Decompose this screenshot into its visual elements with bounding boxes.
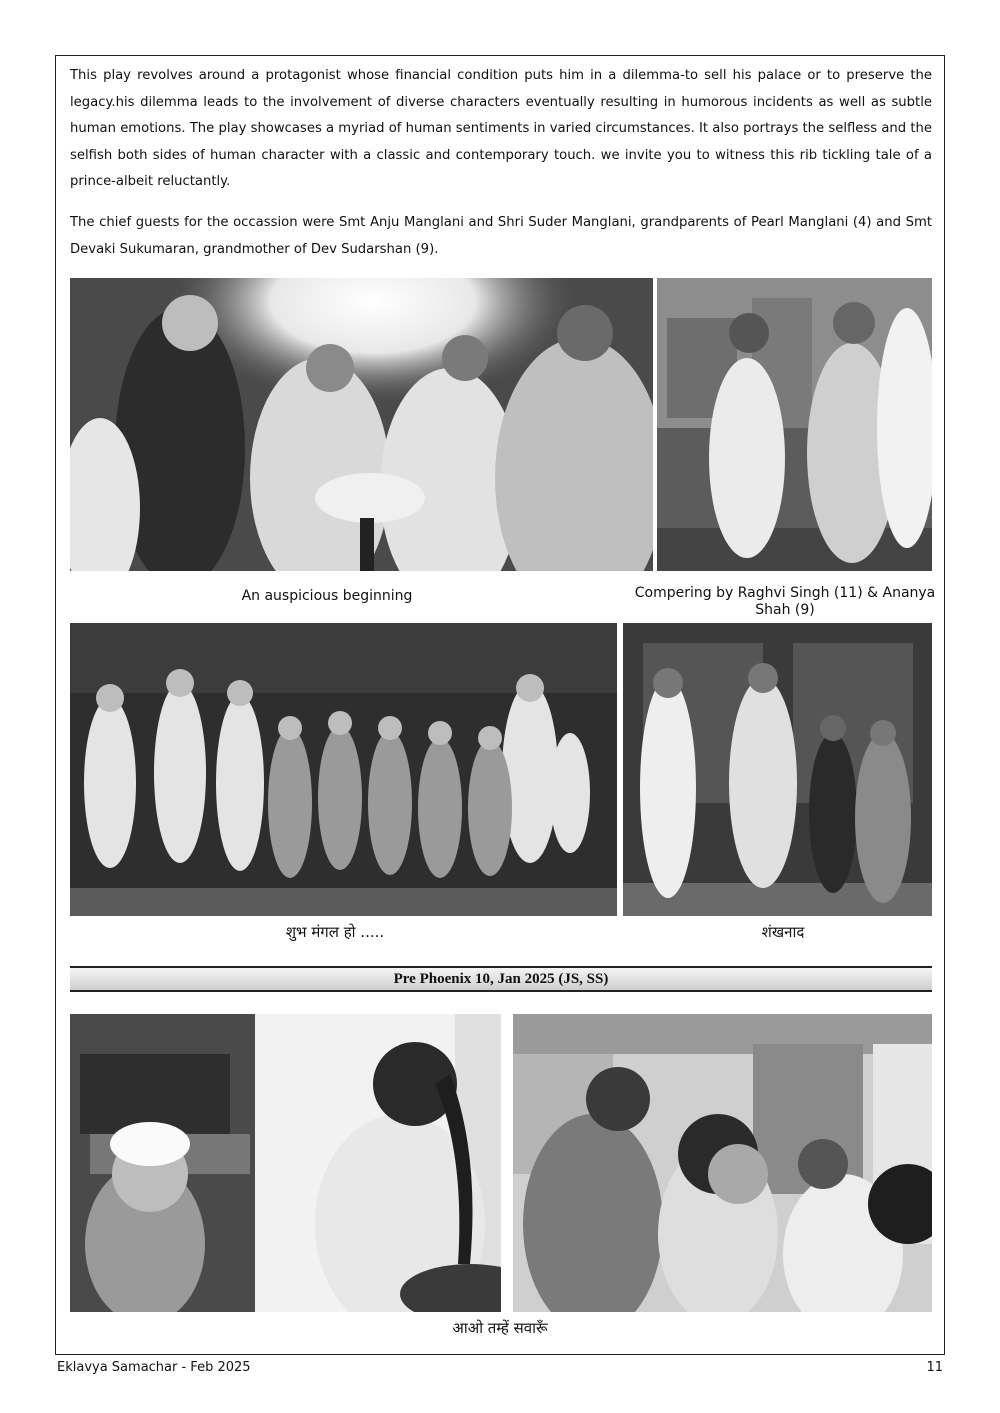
caption-conch: शंखनाद [761, 923, 805, 941]
article-paragraph-1: This play revolves around a protagonist whose financial condition puts him in a dilemma-to sell his palace or to preserve the legacy.his dilemma leads to the involvement of diverse characters eventually resulting in humorous incidents as well as subtle human emotions. The play showcases a myriad of human sentiments in varied circumstances. It also portrays the selfless and the selfish both sides of human character with a classic and contemporary touch. we invite you to witness this rib tickling tale of a prince-albeit reluctantly. [70, 68, 932, 190]
photo-conch [623, 623, 932, 916]
caption-makeup: आओ तम्हें सवारूँ [452, 1319, 548, 1337]
photo-compering [657, 278, 932, 571]
footer-publication: Eklavya Samachar - Feb 2025 [57, 1360, 251, 1375]
caption-compering: Compering by Raghvi Singh (11) & Ananya Shah (9) [634, 585, 936, 618]
photo-hair-styling [513, 1014, 932, 1312]
article-paragraph-2: The chief guests for the occassion were Smt Anju Manglani and Shri Suder Manglani, grandparents of Pearl Manglani (4) and Smt Devaki Sukumaran, grandmother of Dev Sudarshan (9). [70, 215, 932, 257]
photo-choir [70, 623, 617, 916]
footer-page-number: 11 [926, 1360, 943, 1375]
section-banner [70, 966, 932, 992]
photo-lamp-lighting [70, 278, 653, 571]
section-banner-title: Pre Phoenix 10, Jan 2025 (JS, SS) [393, 970, 609, 987]
photo-makeup [70, 1014, 501, 1312]
caption-lamp-lighting: An auspicious beginning [241, 588, 413, 604]
caption-choir: शुभ मंगल हो ..... [285, 923, 385, 941]
